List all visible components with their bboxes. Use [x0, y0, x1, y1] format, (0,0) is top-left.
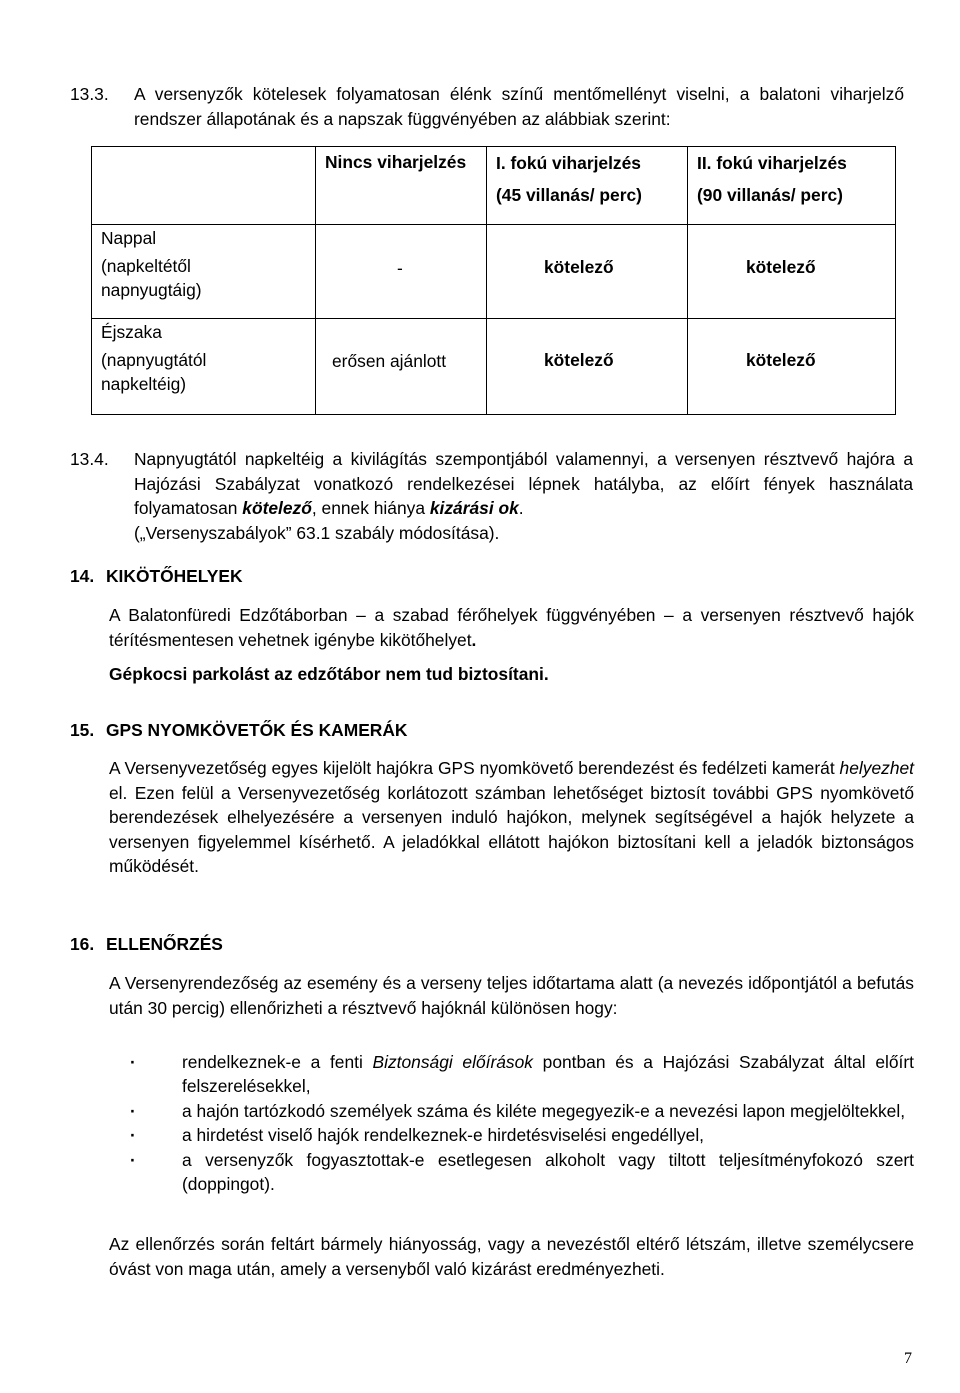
heading-number: 14.: [70, 566, 95, 586]
cell-day-level-1: kötelező: [544, 257, 614, 277]
cell-night-level-2: kötelező: [746, 350, 816, 370]
text-run: helyezhet: [839, 758, 914, 778]
section-number: 13.3.: [70, 84, 109, 104]
bullet-icon: ·: [130, 1125, 136, 1146]
cell-day-level-2: kötelező: [746, 257, 816, 277]
text-run: a hirdetést viselő hajók rendelkeznek-e hirdetésviselési engedéllyel,: [182, 1125, 705, 1146]
heading-title: ELLENŐRZÉS: [106, 934, 223, 954]
cell-day-no-warning: -: [397, 258, 403, 278]
table-cell: [688, 225, 896, 319]
table-cell: [688, 319, 896, 415]
table-header-cell: [688, 147, 896, 225]
bullet-icon: ·: [130, 1149, 136, 1170]
heading-title: GPS NYOMKÖVETŐK ÉS KAMERÁK: [106, 720, 408, 740]
bullet-icon: ·: [130, 1052, 136, 1072]
list-item: [130, 1148, 914, 1197]
text-run: pontban és a Hajózási Szabályzat által előírt felszerelésekkel,: [182, 1052, 914, 1097]
row-label-night-range: (napnyugtától napkeltéig): [101, 350, 207, 394]
text-run: , ennek hiánya: [311, 498, 430, 518]
row-label-day: Nappal: [101, 228, 157, 248]
row-label-night: Éjszaka: [101, 322, 162, 342]
inspection-list: [130, 1050, 914, 1196]
table-header-cell: [316, 147, 487, 225]
text-run: a hajón tartózkodó személyek száma és kiléte megegyezik-e a nevezési lapon megjelöltekkel,: [182, 1100, 906, 1121]
header-level-2-rate: (90 villanás/ perc): [697, 185, 843, 205]
table-cell: [487, 319, 688, 415]
heading-title: KIKÖTŐHELYEK: [106, 566, 243, 586]
text-run: rendelkeznek-e a fenti: [182, 1052, 373, 1072]
header-level-1: I. fokú viharjelzés: [496, 153, 641, 173]
section-text: A versenyzők kötelesek folyamatosan élénk színű mentőmellényt viselni, a balatoni viharjelző rendszer állapotának és a napszak függvényében az alábbiak szerint:: [134, 84, 904, 129]
list-item: [130, 1099, 914, 1123]
text-run: Biztonsági előírások: [372, 1052, 533, 1072]
parking-notice: Gépkocsi parkolást az edzőtábor nem tud biztosítani.: [109, 664, 549, 684]
section-14-text: [109, 603, 914, 652]
section-16-closing: Az ellenőrzés során feltárt bármely hiányosság, vagy a nevezéstől eltérő létszám, illetve személycsere óvást von maga után, amely a versenyből való kizárást eredményezheti.: [109, 1234, 914, 1279]
list-item: [130, 1123, 914, 1147]
table-corner-cell: [92, 147, 316, 225]
cell-night-no-warning: erősen ajánlott: [332, 351, 447, 371]
text-run: el. Ezen felül a Versenyvezetőség korlátozott számban lehetőséget biztosít további GPS nyomkövető berendezések elhelyezésére a versenyen induló hajókon, melynek segítségével a hajók helyzete a versenyen figyelemmel kísérhető. A jeladókkal ellátott hajókon biztosítani kell a jeladók biztonságos működését.: [109, 782, 914, 877]
heading-number: 16.: [70, 934, 95, 954]
bullet-icon: ·: [130, 1100, 136, 1121]
text-run: .: [471, 629, 477, 650]
section-15-text: [109, 756, 914, 879]
section-16-intro: A Versenyrendezőség az esemény és a verseny teljes időtartama alatt (a nevezés időpontjától a befutás után 30 percig) ellenőrizheti a résztvevő hajóknál különösen hogy:: [109, 973, 914, 1018]
emphasis-disqualification: kizárási ok: [429, 498, 519, 518]
table-row-label: [92, 319, 316, 415]
header-level-1-rate: (45 villanás/ perc): [496, 185, 642, 205]
lifejacket-table: [91, 146, 896, 415]
text-run: Napnyugtától napkeltéig a kivilágítás szempontjából valamennyi, a versenyen résztvevő hajóra a Hajózási Szabályzat vonatkozó rendelkezései lépnek hatályba, az előírt fények használata folyamatosan: [134, 449, 913, 518]
page-number: 7: [904, 1350, 912, 1367]
table-cell: [316, 319, 487, 415]
text-run: a versenyzők fogyasztottak-e esetlegesen alkoholt vagy tiltott teljesítményfokozó szert (doppingot).: [182, 1149, 914, 1195]
emphasis-mandatory: kötelező: [242, 498, 312, 518]
table-row-label: [92, 225, 316, 319]
text-run: A Versenyvezetőség egyes kijelölt hajókra GPS nyomkövető berendezést és fedélzeti kamerát: [109, 758, 840, 778]
section-number: 13.4.: [70, 449, 109, 469]
cell-night-level-1: kötelező: [544, 350, 614, 370]
text-run: A Balatonfüredi Edzőtáborban – a szabad férőhelyek függvényében – a versenyen résztvevő hajók térítésmentesen vehetnek igénybe kikötőhelyet: [109, 605, 914, 650]
header-level-2: II. fokú viharjelzés: [697, 153, 847, 173]
rule-reference: („Versenyszabályok” 63.1 szabály módosítása).: [134, 522, 500, 543]
table-cell: [316, 225, 487, 319]
table-header-cell: [487, 147, 688, 225]
text-run: .: [518, 498, 524, 518]
list-item: [130, 1050, 914, 1099]
heading-number: 15.: [70, 720, 95, 740]
section-text: [134, 447, 913, 545]
row-label-day-range: (napkeltétől napnyugtáig): [101, 256, 202, 300]
table-cell: [487, 225, 688, 319]
header-no-warning: Nincs viharjelzés: [325, 152, 467, 172]
